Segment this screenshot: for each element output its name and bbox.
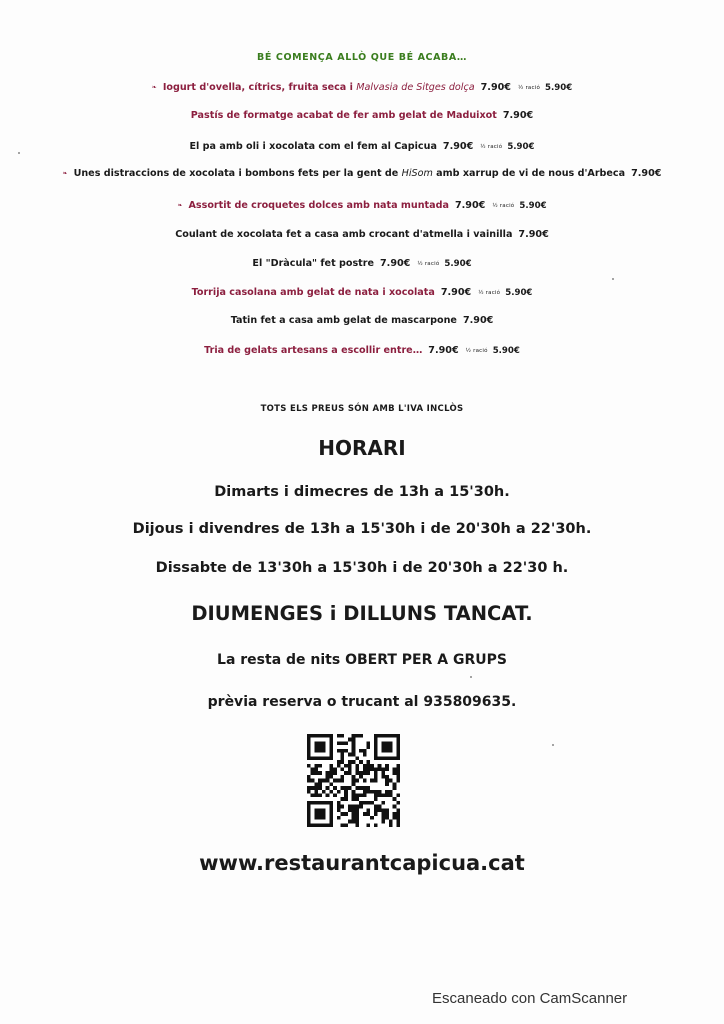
- dessert-item: [0, 258, 724, 269]
- dessert-name: El "Dràcula" fet postre: [252, 258, 374, 269]
- half-portion-label: ½ ració: [480, 144, 503, 150]
- half-portion-price: 5.90€: [507, 142, 535, 152]
- horari-title: HORARI: [318, 436, 406, 460]
- scan-speck: [470, 676, 472, 678]
- dessert-price: 7.90€: [380, 258, 411, 269]
- dessert-price: 7.90€: [454, 200, 486, 211]
- dessert-pairing: Malvasia de Sitges dolça: [356, 82, 475, 93]
- leaf-mark-icon: ❧: [151, 84, 157, 91]
- dessert-item: [0, 287, 724, 298]
- dessert-pairing: HiSom: [401, 168, 433, 179]
- dessert-price: 7.90€: [631, 168, 662, 179]
- dessert-price: 7.90€: [518, 229, 549, 240]
- half-portion-price: 5.90€: [545, 83, 573, 93]
- dessert-name: Tria de gelats artesans a escollir entre…: [204, 345, 423, 356]
- dessert-name: Iogurt d'ovella, cítrics, fruita seca i: [162, 82, 357, 93]
- schedule-line-3: Dissabte de 13'30h a 15'30h i de 20'30h a 22'30 h.: [155, 560, 569, 576]
- dessert-price: 7.90€: [480, 82, 511, 93]
- half-portion-price: 5.90€: [492, 346, 520, 356]
- dessert-name-after: amb xarrup de vi de nous d'Arbeca: [432, 168, 626, 179]
- dessert-name: Coulant de xocolata fet a casa amb crocant d'atmella i vainilla: [175, 229, 513, 240]
- dessert-item: [0, 315, 724, 326]
- dessert-name: Unes distraccions de xocolata i bombons fets per la gent de: [73, 168, 402, 179]
- schedule-line-1: Dimarts i dimecres de 13h a 15'30h.: [214, 484, 510, 500]
- dessert-item: [0, 110, 724, 121]
- dessert-item: [0, 200, 724, 211]
- iva-note: TOTS ELS PREUS SÓN AMB L'IVA INCLÒS: [260, 404, 464, 414]
- dessert-item: [0, 82, 724, 93]
- dessert-price: 7.90€: [428, 345, 459, 356]
- qr-code-icon[interactable]: [307, 734, 400, 827]
- scan-speck: [552, 744, 554, 746]
- dessert-name: Pastís de formatge acabat de fer amb gelat de Maduixot: [190, 110, 497, 121]
- half-portion-label: ½ ració: [478, 290, 501, 296]
- half-portion-label: ½ ració: [465, 348, 488, 354]
- dessert-price: 7.90€: [440, 287, 472, 298]
- menu-heading: BÉ COMENÇA ALLÒ QUE BÉ ACABA…: [257, 52, 467, 63]
- dessert-price: 7.90€: [442, 141, 474, 152]
- scan-speck: [18, 152, 20, 154]
- scan-speck: [612, 278, 614, 280]
- schedule-line-2: Dijous i divendres de 13h a 15'30h i de 20'30h a 22'30h.: [132, 521, 592, 537]
- half-portion-label: ½ ració: [492, 203, 515, 209]
- leaf-mark-icon: ❧: [177, 202, 183, 209]
- dessert-price: 7.90€: [462, 315, 494, 326]
- dessert-item: [0, 345, 724, 356]
- half-portion-price: 5.90€: [444, 259, 472, 269]
- dessert-item: [0, 168, 724, 179]
- half-portion-label: ½ ració: [417, 261, 440, 267]
- dessert-item: [0, 229, 724, 240]
- groups-line-1: La resta de nits OBERT PER A GRUPS: [217, 652, 507, 668]
- dessert-name: Assortit de croquetes dolces amb nata muntada: [188, 200, 449, 211]
- half-portion-price: 5.90€: [505, 288, 533, 298]
- half-portion-label: ½ ració: [517, 85, 541, 91]
- groups-line-2: prèvia reserva o trucant al 935809635.: [207, 694, 517, 710]
- scanner-watermark: Escaneado con CamScanner: [432, 990, 628, 1007]
- dessert-name: Tatin fet a casa amb gelat de mascarpone: [230, 315, 457, 326]
- closed-days: DIUMENGES i DILLUNS TANCAT.: [191, 602, 533, 625]
- dessert-price: 7.90€: [502, 110, 534, 121]
- dessert-name: Torrija casolana amb gelat de nata i xocolata: [191, 287, 435, 298]
- leaf-mark-icon: ❧: [62, 170, 68, 177]
- half-portion-price: 5.90€: [519, 201, 547, 211]
- dessert-item: [0, 141, 724, 152]
- dessert-name: El pa amb oli i xocolata com el fem al Capicua: [189, 141, 437, 152]
- website-link[interactable]: www.restaurantcapicua.cat: [199, 851, 525, 875]
